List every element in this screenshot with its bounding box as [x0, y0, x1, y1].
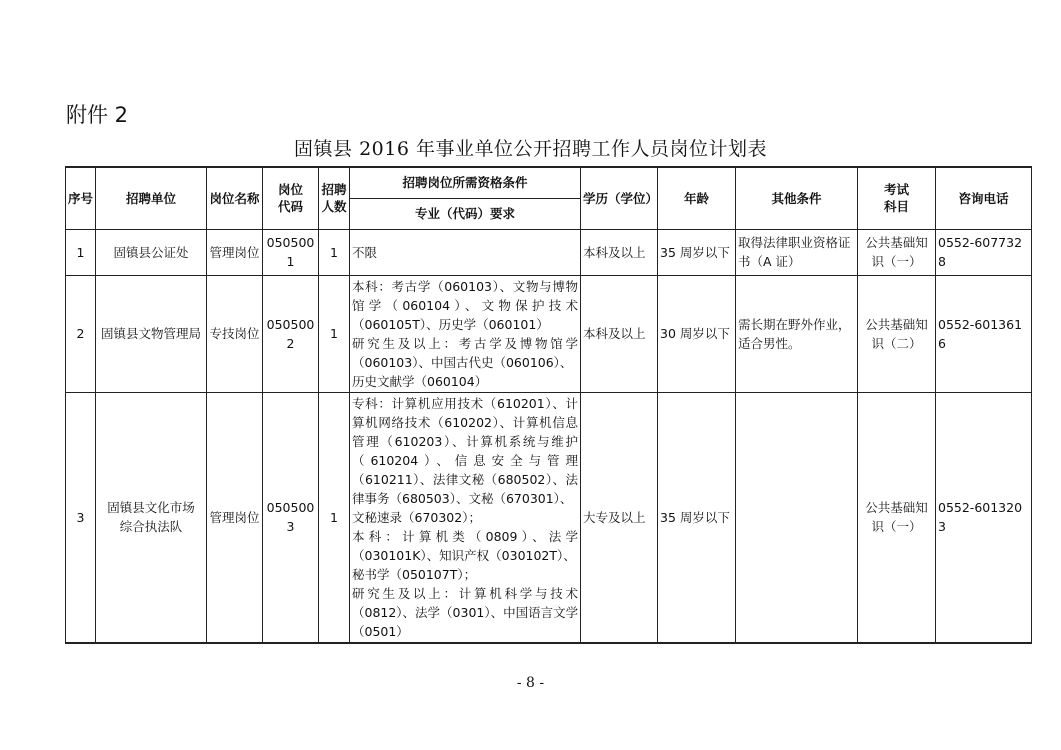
other-line: 适合男性。	[738, 335, 801, 351]
cell-seq: 2	[66, 275, 96, 392]
unit-line: 综合执法队	[119, 519, 183, 534]
cell-exam	[858, 229, 936, 275]
major-line: （0501）	[352, 623, 409, 639]
recruitment-plan-table	[65, 166, 1032, 644]
header-phone: 咨询电话	[936, 167, 1032, 229]
cell-unit	[96, 275, 207, 392]
cell-seq: 3	[66, 392, 96, 643]
header-position-code-line2: 代码	[277, 199, 303, 215]
cell-phone: 0552-6077328	[936, 229, 1032, 275]
cell-age: 35 周岁以下	[658, 229, 736, 275]
header-education: 学历（学位）	[581, 167, 658, 229]
table-row	[66, 392, 1032, 643]
header-unit: 招聘单位	[96, 167, 207, 229]
major-line: 秘书学（050107T）；	[352, 566, 477, 582]
major-line: 文秘速录（670302）；	[352, 509, 481, 525]
major-line: （610211）、法律文秘（680502）、法	[352, 471, 578, 487]
cell-exam	[858, 275, 936, 392]
cell-exam	[858, 392, 936, 643]
cell-major	[350, 229, 581, 275]
other-line: 需长期在野外作业，	[738, 316, 851, 332]
cell-position-name: 专技岗位	[207, 275, 263, 392]
major-line: 本科：考古学（060103）、文物与博物	[352, 278, 578, 294]
header-count	[319, 167, 350, 229]
table-row	[66, 275, 1032, 392]
cell-position-code: 0505001	[263, 229, 319, 275]
header-position-code	[263, 167, 319, 229]
unit-line: 固镇县文物管理局	[100, 326, 201, 341]
cell-count: 1	[319, 275, 350, 392]
major-line: 不限	[352, 244, 378, 260]
attachment-label: 附件 2	[66, 103, 129, 127]
exam-line: 公共基础知	[865, 500, 928, 515]
cell-unit	[96, 392, 207, 643]
cell-position-name: 管理岗位	[207, 229, 263, 275]
cell-position-code: 0505002	[263, 275, 319, 392]
major-line: （610204）、信息安全与管理	[352, 452, 578, 468]
major-line: 算机网络技术（610202）、计算机信息	[352, 414, 578, 430]
document-title: 固镇县 2016 年事业单位公开招聘工作人员岗位计划表	[294, 138, 767, 160]
cell-count: 1	[319, 392, 350, 643]
cell-age: 35 周岁以下	[658, 392, 736, 643]
header-seq: 序号	[66, 167, 96, 229]
header-exam-line1: 考试	[883, 182, 909, 198]
cell-education: 本科及以上	[581, 275, 658, 392]
exam-line: 识（一）	[871, 519, 922, 534]
major-line: 馆学（060104）、文物保护技术	[352, 297, 578, 313]
major-line: （0812）、法学（0301）、中国语言文学	[352, 604, 578, 620]
page-number: - 8 -	[516, 675, 545, 691]
unit-line: 固镇县公证处	[113, 244, 189, 260]
major-line: （030101K）、知识产权（030102T）、	[352, 547, 576, 563]
cell-unit	[96, 229, 207, 275]
cell-other	[736, 392, 858, 643]
header-position-name: 岗位名称	[207, 167, 263, 229]
header-exam	[858, 167, 936, 229]
cell-age: 30 周岁以下	[658, 275, 736, 392]
other-line: 取得法律职业资格证	[738, 235, 851, 250]
major-line: 专科：计算机应用技术（610201）、计	[352, 395, 578, 411]
unit-line: 固镇县文化市场	[107, 500, 195, 515]
cell-other	[736, 275, 858, 392]
cell-position-name: 管理岗位	[207, 392, 263, 643]
cell-education: 大专及以上	[581, 392, 658, 643]
cell-major	[350, 275, 581, 392]
header-position-code-line1: 岗位	[277, 182, 303, 198]
major-line: 律事务（680503）、文秘（670301）、	[352, 490, 573, 506]
cell-seq: 1	[66, 229, 96, 275]
cell-position-code: 0505003	[263, 392, 319, 643]
header-other: 其他条件	[736, 167, 858, 229]
major-line: （060105T）、历史学（060101）	[352, 316, 549, 332]
cell-phone: 0552-6013616	[936, 275, 1032, 392]
table-row	[66, 229, 1032, 275]
major-line: 历史文献学（060104）	[352, 373, 488, 389]
exam-line: 公共基础知	[865, 316, 928, 332]
major-line: （060103）、中国古代史（060106）、	[352, 354, 573, 370]
header-exam-line2: 科目	[883, 199, 909, 215]
major-line: 研究生及以上：计算机科学与技术	[352, 585, 578, 601]
major-line: 管理（610203）、计算机系统与维护	[352, 433, 578, 449]
header-age: 年龄	[658, 167, 736, 229]
cell-major	[350, 392, 581, 643]
header-major: 专业（代码）要求	[350, 198, 581, 229]
exam-line: 识（一）	[871, 254, 922, 269]
cell-other	[736, 229, 858, 275]
cell-education: 本科及以上	[581, 229, 658, 275]
header-count-line2: 人数	[321, 199, 347, 215]
header-qualification: 招聘岗位所需资格条件	[350, 167, 581, 198]
cell-count: 1	[319, 229, 350, 275]
header-count-line1: 招聘	[321, 182, 347, 198]
exam-line: 识（二）	[871, 335, 922, 351]
other-line: 书（A 证）	[738, 254, 801, 269]
exam-line: 公共基础知	[865, 235, 928, 250]
major-line: 研究生及以上：考古学及博物馆学	[352, 335, 578, 351]
cell-phone: 0552-6013203	[936, 392, 1032, 643]
major-line: 本科：计算机类（0809）、法学	[352, 528, 578, 544]
